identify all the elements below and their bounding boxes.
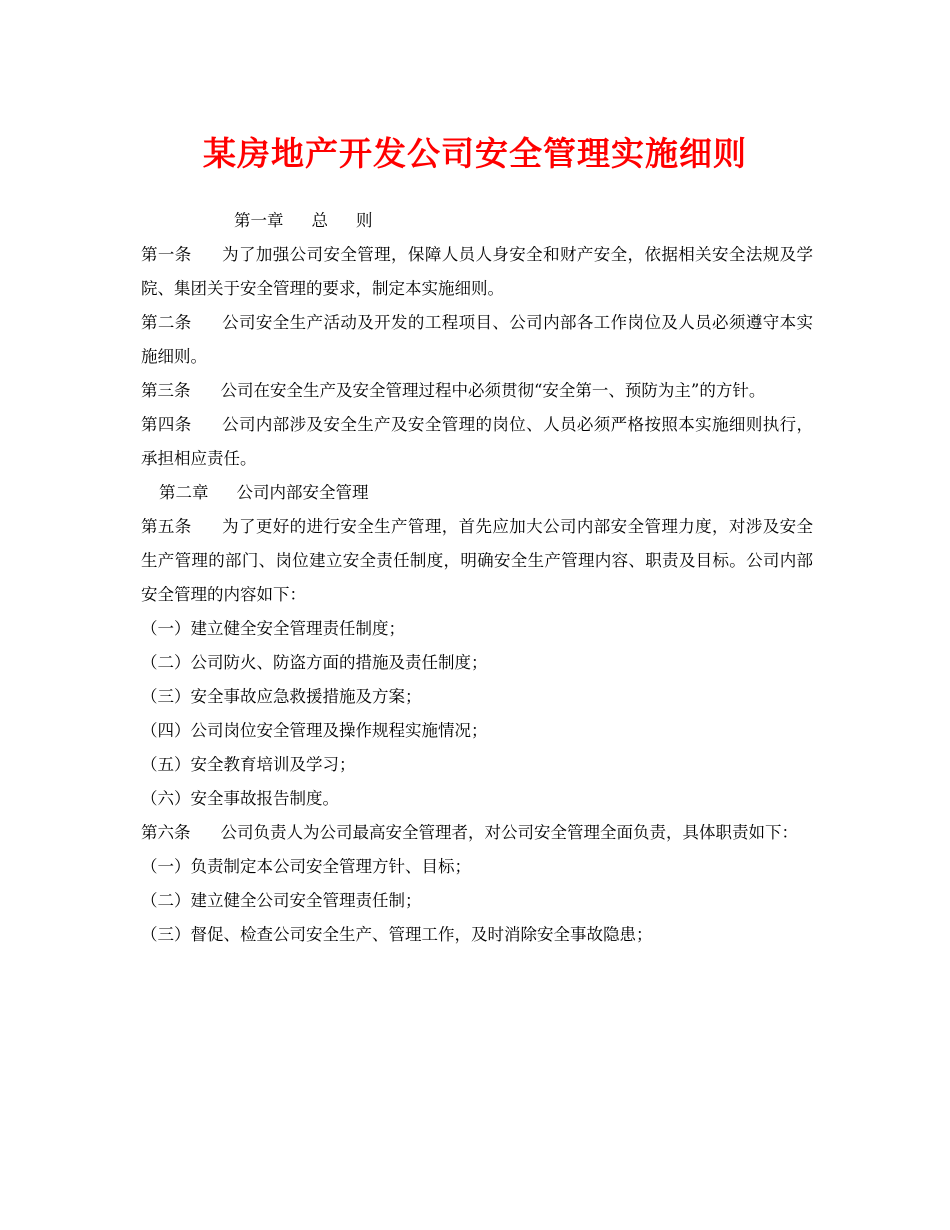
list-item: （一）负责制定本公司安全管理方针、目标； xyxy=(141,857,471,876)
article-3 xyxy=(141,374,813,408)
article-1 xyxy=(141,238,813,306)
document-title: 某房地产开发公司安全管理实施细则 xyxy=(203,134,747,173)
article-4 xyxy=(141,408,813,476)
chapter-name: 公司内部安全管理 xyxy=(236,483,369,502)
article-text: 公司负责人为公司最高安全管理者，对公司安全管理全面负责，具体职责如下： xyxy=(220,823,798,842)
chapter-name-part: 则 xyxy=(356,211,373,230)
document-body xyxy=(141,204,813,952)
article-5 xyxy=(141,510,813,612)
list-item: （三）督促、检查公司安全生产、管理工作，及时消除安全事故隐患； xyxy=(141,925,653,944)
chapter-heading-2 xyxy=(141,476,813,510)
article-number: 第六条 xyxy=(141,823,191,842)
article-text: 公司在安全生产及安全管理过程中必须贯彻“安全第一、预防为主”的方针。 xyxy=(220,381,766,400)
list-item: （四）公司岗位安全管理及操作规程实施情况； xyxy=(141,721,488,740)
article-number: 第四条 xyxy=(141,415,192,434)
article-text: 为了更好的进行安全生产管理，首先应加大公司内部安全管理力度，对涉及安全生产管理的部门、岗位建立安全责任制度，明确安全生产管理内容、职责及目标。公司内部安全管理的内容如下： xyxy=(141,517,814,604)
article-number: 第一条 xyxy=(141,245,192,264)
list-item: （六）安全事故报告制度。 xyxy=(141,789,339,808)
article-2 xyxy=(141,306,813,374)
article-text: 公司内部涉及安全生产及安全管理的岗位、人员必须严格按照本实施细则执行，承担相应责任。 xyxy=(141,415,814,468)
chapter-heading-1 xyxy=(141,204,813,238)
chapter-label: 第二章 xyxy=(159,483,209,502)
chapter-label: 第一章 xyxy=(234,211,284,230)
list-item: （三）安全事故应急救援措施及方案； xyxy=(141,687,422,706)
article-number: 第二条 xyxy=(141,313,192,332)
list-item: （二）公司防火、防盗方面的措施及责任制度； xyxy=(141,653,488,672)
list-item: （二）建立健全公司安全管理责任制； xyxy=(141,891,422,910)
list-item: （五）安全教育培训及学习； xyxy=(141,755,356,774)
article-number: 第五条 xyxy=(141,517,192,536)
article-text: 为了加强公司安全管理，保障人员人身安全和财产安全，依据相关安全法规及学院、集团关于安全管理的要求，制定本实施细则。 xyxy=(141,245,814,298)
list-item: （一）建立健全安全管理责任制度； xyxy=(141,619,405,638)
article-number: 第三条 xyxy=(141,381,191,400)
chapter-name-part: 总 xyxy=(311,211,328,230)
article-6 xyxy=(141,816,813,850)
article-text: 公司安全生产活动及开发的工程项目、公司内部各工作岗位及人员必须遵守本实施细则。 xyxy=(141,313,814,366)
